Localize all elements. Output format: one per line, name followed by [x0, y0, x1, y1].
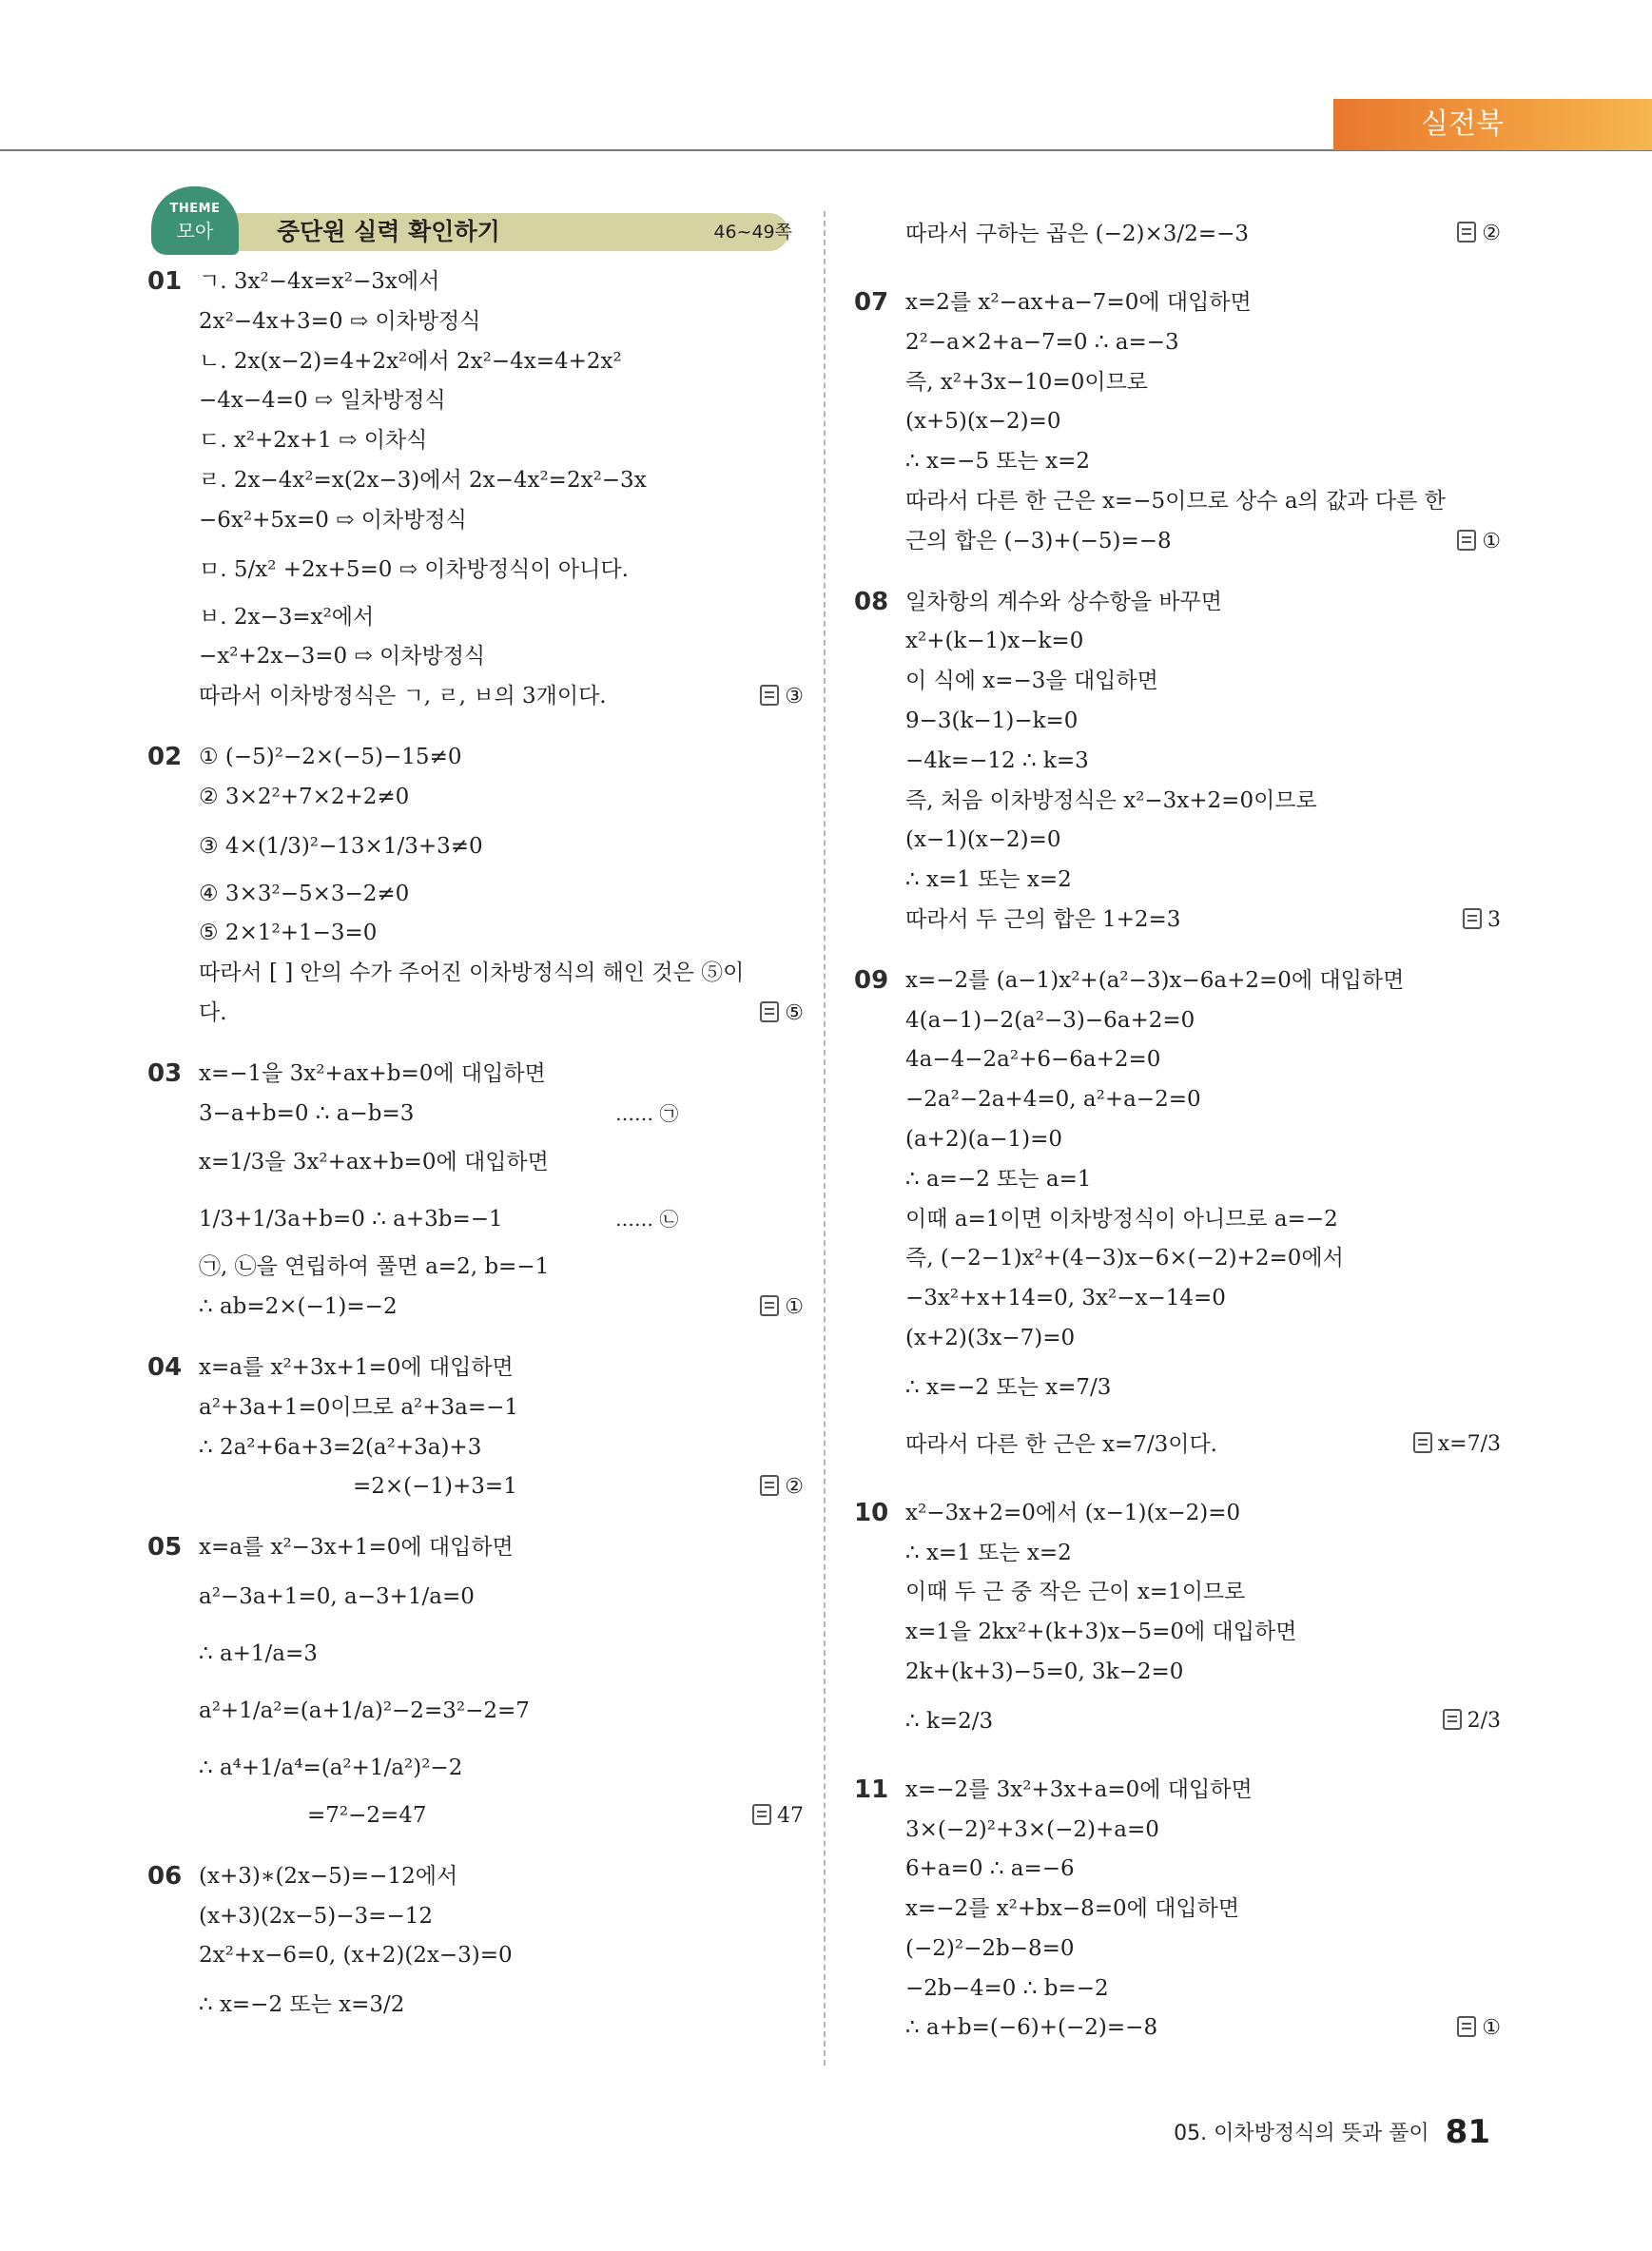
solution-line: x²−3x+2=0에서 (x−1)(x−2)=0: [905, 1500, 1241, 1525]
answer-icon: [1443, 1709, 1462, 1730]
solution-line: ∴ a⁴+1/a⁴=(a²+1/a²)²−2: [199, 1755, 463, 1780]
solution-line: [905, 901, 1501, 941]
problem-06-continued: [854, 205, 1501, 262]
solution-line: 따라서 다른 한 근은 x=−5이므로 상수 a의 값과 다른 한: [905, 488, 1446, 514]
solution-line: [905, 522, 1501, 562]
solution-line: ④ 3×3²−5×3−2≠0: [199, 881, 410, 906]
answer-value: x=7/3: [1437, 1431, 1501, 1456]
answer-tag: [1413, 1416, 1501, 1473]
problem-number: 04: [147, 1352, 183, 1382]
solution-line: ㄹ. 2x−4x²=x(2x−3)에서 2x−4x²=2x²−3x: [199, 467, 647, 493]
solution-line: a²+3a+1=0이므로 a²+3a=−1: [199, 1394, 519, 1420]
equation-mark: …… ㉡: [615, 1208, 679, 1232]
answer-icon: [760, 1001, 779, 1022]
solution-line: [199, 1191, 804, 1248]
problem-number: 01: [147, 267, 183, 296]
solution-text: 다.: [199, 999, 227, 1025]
solution-line: x=a를 x²+3x+1=0에 대입하면: [199, 1354, 514, 1380]
answer-tag: [1457, 2008, 1501, 2048]
page-number: 81: [1445, 2113, 1490, 2151]
answer-tag: [760, 677, 804, 717]
solution-line: ∴ x=−2 또는 x=3/2: [199, 1992, 405, 2018]
answer-icon: [1463, 908, 1482, 929]
section-tab: 실전북: [1333, 99, 1652, 150]
solution-line: x=2를 x²−ax+a−7=0에 대입하면: [905, 290, 1252, 315]
solution-line: x=−2를 3x²+3x+a=0에 대입하면: [905, 1776, 1253, 1802]
solution-line: x=−1을 3x²+ax+b=0에 대입하면: [199, 1060, 546, 1086]
solution-text: 3−a+b=0 ∴ a−b=3: [199, 1100, 415, 1126]
answer-value: 3: [1487, 907, 1501, 932]
problem-number: 09: [854, 965, 889, 995]
equation-mark: …… ㉠: [615, 1101, 679, 1125]
solution-text: 따라서 이차방정식은 ㄱ, ㄹ, ㅂ의 3개이다.: [199, 684, 607, 709]
solution-line: [199, 677, 804, 717]
section-title: 중단원 실력 확인하기: [277, 218, 500, 245]
problem-10: [854, 1494, 1501, 1750]
solution-line: a²−3a+1=0, a−3+1/a=0: [199, 1583, 475, 1609]
problem-number: 06: [147, 1861, 183, 1891]
solution-line: [199, 1288, 804, 1328]
solution-text: =2×(−1)+3=1: [353, 1474, 517, 1500]
solution-text: 따라서 다른 한 근은 x=7/3이다.: [905, 1431, 1217, 1457]
answer-tag: [760, 994, 804, 1034]
solution-line: −4k=−12 ∴ k=3: [905, 747, 1089, 773]
solution-text: =7²−2=47: [307, 1802, 427, 1828]
theme-badge: [151, 186, 239, 255]
solution-line: ∴ x=1 또는 x=2: [905, 867, 1072, 893]
solution-line: 2k+(k+3)−5=0, 3k−2=0: [905, 1659, 1184, 1684]
solution-line: 4(a−1)−2(a²−3)−6a+2=0: [905, 1007, 1195, 1033]
solution-line: [199, 1467, 804, 1507]
solution-line: 2x²+x−6=0, (x+2)(2x−3)=0: [199, 1943, 513, 1969]
answer-tag: [1443, 1693, 1501, 1750]
solution-line: 9−3(k−1)−k=0: [905, 708, 1079, 733]
solution-line: ㄷ. x²+2x+1 ⇨ 이차식: [199, 428, 428, 454]
answer-value: ①: [1482, 529, 1501, 553]
problem-01: [147, 262, 804, 717]
solution-line: ∴ 2a²+6a+3=2(a²+3a)+3: [199, 1434, 482, 1460]
problem-04: [147, 1349, 804, 1507]
solution-line: ② 3×2²+7×2+2≠0: [199, 784, 410, 809]
theme-badge-bottom: 모아: [176, 220, 214, 243]
problem-07: [854, 283, 1501, 562]
answer-value: ③: [785, 685, 804, 709]
solution-line: x=a를 x²−3x+1=0에 대입하면: [199, 1535, 514, 1561]
solution-text: 1/3+1/3a+b=0 ∴ a+3b=−1: [199, 1207, 503, 1232]
answer-tag: [760, 1467, 804, 1507]
answer-icon: [1457, 530, 1476, 551]
solution-line: ∴ x=−5 또는 x=2: [905, 449, 1091, 475]
answer-tag: [1463, 901, 1501, 941]
chapter-title: 05. 이차방정식의 뜻과 풀이: [1174, 2122, 1429, 2145]
solution-line: (x+5)(x−2)=0: [905, 409, 1061, 435]
problem-06: [147, 1857, 804, 2033]
solution-line: 일차항의 계수와 상수항을 바꾸면: [905, 589, 1222, 614]
answer-icon: [760, 1295, 779, 1316]
solution-line: [199, 1095, 804, 1135]
problem-number: 03: [147, 1058, 183, 1088]
page-footer: [1174, 2113, 1490, 2151]
answer-tag: [1457, 205, 1501, 262]
solution-text: ∴ k=2/3: [905, 1708, 994, 1734]
solution-line: 즉, (−2−1)x²+(4−3)x−6×(−2)+2=0에서: [905, 1246, 1344, 1271]
solution-line: 2x²−4x+3=0 ⇨ 이차방정식: [199, 308, 481, 334]
solution-line: −2b−4=0 ∴ b=−2: [905, 1975, 1109, 2001]
solution-line: a²+1/a²=(a+1/a)²−2=3²−2=7: [199, 1698, 530, 1723]
solution-line: 이때 두 근 중 작은 근이 x=1이므로: [905, 1580, 1246, 1605]
solution-text: 따라서 두 근의 합은 1+2=3: [905, 906, 1181, 932]
solution-text: ∴ a+b=(−6)+(−2)=−8: [905, 2015, 1158, 2041]
solution-line: −3x²+x+14=0, 3x²−x−14=0: [905, 1286, 1226, 1311]
solution-line: [905, 205, 1501, 262]
solution-line: −2a²−2a+4=0, a²+a−2=0: [905, 1087, 1201, 1113]
problem-number: 10: [854, 1498, 889, 1527]
solution-line: ⑤ 2×1²+1−3=0: [199, 921, 378, 946]
solution-line: x=1을 2kx²+(k+3)x−5=0에 대입하면: [905, 1620, 1297, 1645]
problem-number: 11: [854, 1775, 889, 1804]
problem-11: [854, 1771, 1501, 2049]
right-column: [854, 209, 1501, 2069]
solution-line: [905, 1416, 1501, 1473]
solution-line: 2²−a×2+a−7=0 ∴ a=−3: [905, 329, 1179, 355]
column-divider: [824, 211, 826, 2066]
solution-line: 즉, 처음 이차방정식은 x²−3x+2=0이므로: [905, 787, 1317, 813]
solution-line: ㅁ. 5/x² +2x+5=0 ⇨ 이차방정식이 아니다.: [199, 556, 629, 582]
solution-line: (a+2)(a−1)=0: [905, 1126, 1063, 1152]
solution-line: 6+a=0 ∴ a=−6: [905, 1856, 1075, 1882]
answer-tag: [760, 1288, 804, 1328]
solution-text: 근의 합은 (−3)+(−5)=−8: [905, 528, 1172, 553]
solution-line: ∴ a=−2 또는 a=1: [905, 1166, 1092, 1192]
problem-09: [854, 961, 1501, 1473]
problem-08: [854, 583, 1501, 941]
solution-line: ㅂ. 2x−3=x²에서: [199, 604, 375, 630]
answer-value: ①: [785, 1295, 804, 1320]
solution-line: [199, 1796, 804, 1836]
page-range: 46~49쪽: [713, 222, 792, 243]
solution-line: ∴ x=−2 또는 x=7/3: [905, 1374, 1112, 1400]
problem-02: [147, 738, 804, 1034]
solution-line: ∴ a+1/a=3: [199, 1640, 318, 1666]
answer-tag: [1457, 522, 1501, 562]
problem-number: 02: [147, 742, 183, 771]
answer-tag: [752, 1796, 804, 1836]
solution-line: x=−2를 x²+bx−8=0에 대입하면: [905, 1896, 1240, 1922]
solution-line: [905, 1693, 1501, 1750]
answer-icon: [1457, 222, 1476, 243]
solution-line: 이때 a=1이면 이차방정식이 아니므로 a=−2: [905, 1206, 1338, 1232]
solution-line: ① (−5)²−2×(−5)−15≠0: [199, 744, 462, 769]
problem-number: 07: [854, 288, 889, 317]
solution-line: 4a−4−2a²+6−6a+2=0: [905, 1047, 1161, 1073]
solution-line: (x+3)(2x−5)−3=−12: [199, 1903, 433, 1929]
theme-badge-top: THEME: [169, 202, 221, 216]
problem-03: [147, 1055, 804, 1328]
answer-value: ②: [1482, 222, 1501, 245]
answer-value: ①: [1482, 2016, 1501, 2041]
solution-line: [199, 994, 804, 1034]
solution-line: x²+(k−1)x−k=0: [905, 629, 1084, 654]
answer-icon: [760, 1475, 779, 1496]
solution-line: −x²+2x−3=0 ⇨ 이차방정식: [199, 644, 486, 669]
solution-line: [905, 2008, 1501, 2048]
solution-line: −6x²+5x=0 ⇨ 이차방정식: [199, 507, 467, 533]
solution-line: ㄴ. 2x(x−2)=4+2x²에서 2x²−4x=4+2x²: [199, 348, 622, 374]
answer-icon: [1413, 1432, 1432, 1453]
answer-icon: [1457, 2016, 1476, 2037]
solution-line: (x+3)∗(2x−5)=−12에서: [199, 1863, 458, 1889]
solution-line: (x−1)(x−2)=0: [905, 827, 1061, 853]
answer-value: 2/3: [1467, 1708, 1501, 1733]
solution-line: ㄱ. 3x²−4x=x²−3x에서: [199, 269, 440, 294]
solution-text: ∴ ab=2×(−1)=−2: [199, 1294, 398, 1320]
solution-line: ③ 4×(1/3)²−13×1/3+3≠0: [199, 833, 483, 859]
answer-icon: [752, 1804, 771, 1825]
answer-icon: [760, 685, 779, 706]
answer-value: ⑤: [785, 1000, 804, 1025]
solution-line: (−2)²−2b−8=0: [905, 1935, 1075, 1961]
solution-line: 따라서 [ ] 안의 수가 주어진 이차방정식의 해인 것은 ⑤이: [199, 961, 745, 986]
problem-number: 05: [147, 1533, 183, 1562]
solution-line: ㉠, ㉡을 연립하여 풀면 a=2, b=−1: [199, 1254, 550, 1280]
solution-line: x=−2를 (a−1)x²+(a²−3)x−6a+2=0에 대입하면: [905, 967, 1405, 993]
solution-line: (x+2)(3x−7)=0: [905, 1325, 1076, 1350]
solution-line: 즉, x²+3x−10=0이므로: [905, 369, 1149, 395]
solution-text: 따라서 구하는 곱은 (−2)×3/2=−3: [905, 222, 1249, 246]
solution-line: −4x−4=0 ⇨ 일차방정식: [199, 388, 446, 414]
solution-line: ∴ x=1 또는 x=2: [905, 1540, 1072, 1565]
solution-line: 3×(−2)²+3×(−2)+a=0: [905, 1816, 1159, 1842]
solution-line: 이 식에 x=−3을 대입하면: [905, 669, 1158, 694]
problem-number: 08: [854, 587, 889, 616]
problem-05: [147, 1528, 804, 1836]
left-column: [147, 202, 804, 2054]
answer-value: ②: [785, 1475, 804, 1500]
theme-header: [151, 202, 804, 253]
solution-line: x=1/3을 3x²+ax+b=0에 대입하면: [199, 1150, 549, 1175]
answer-value: 47: [777, 1803, 804, 1828]
